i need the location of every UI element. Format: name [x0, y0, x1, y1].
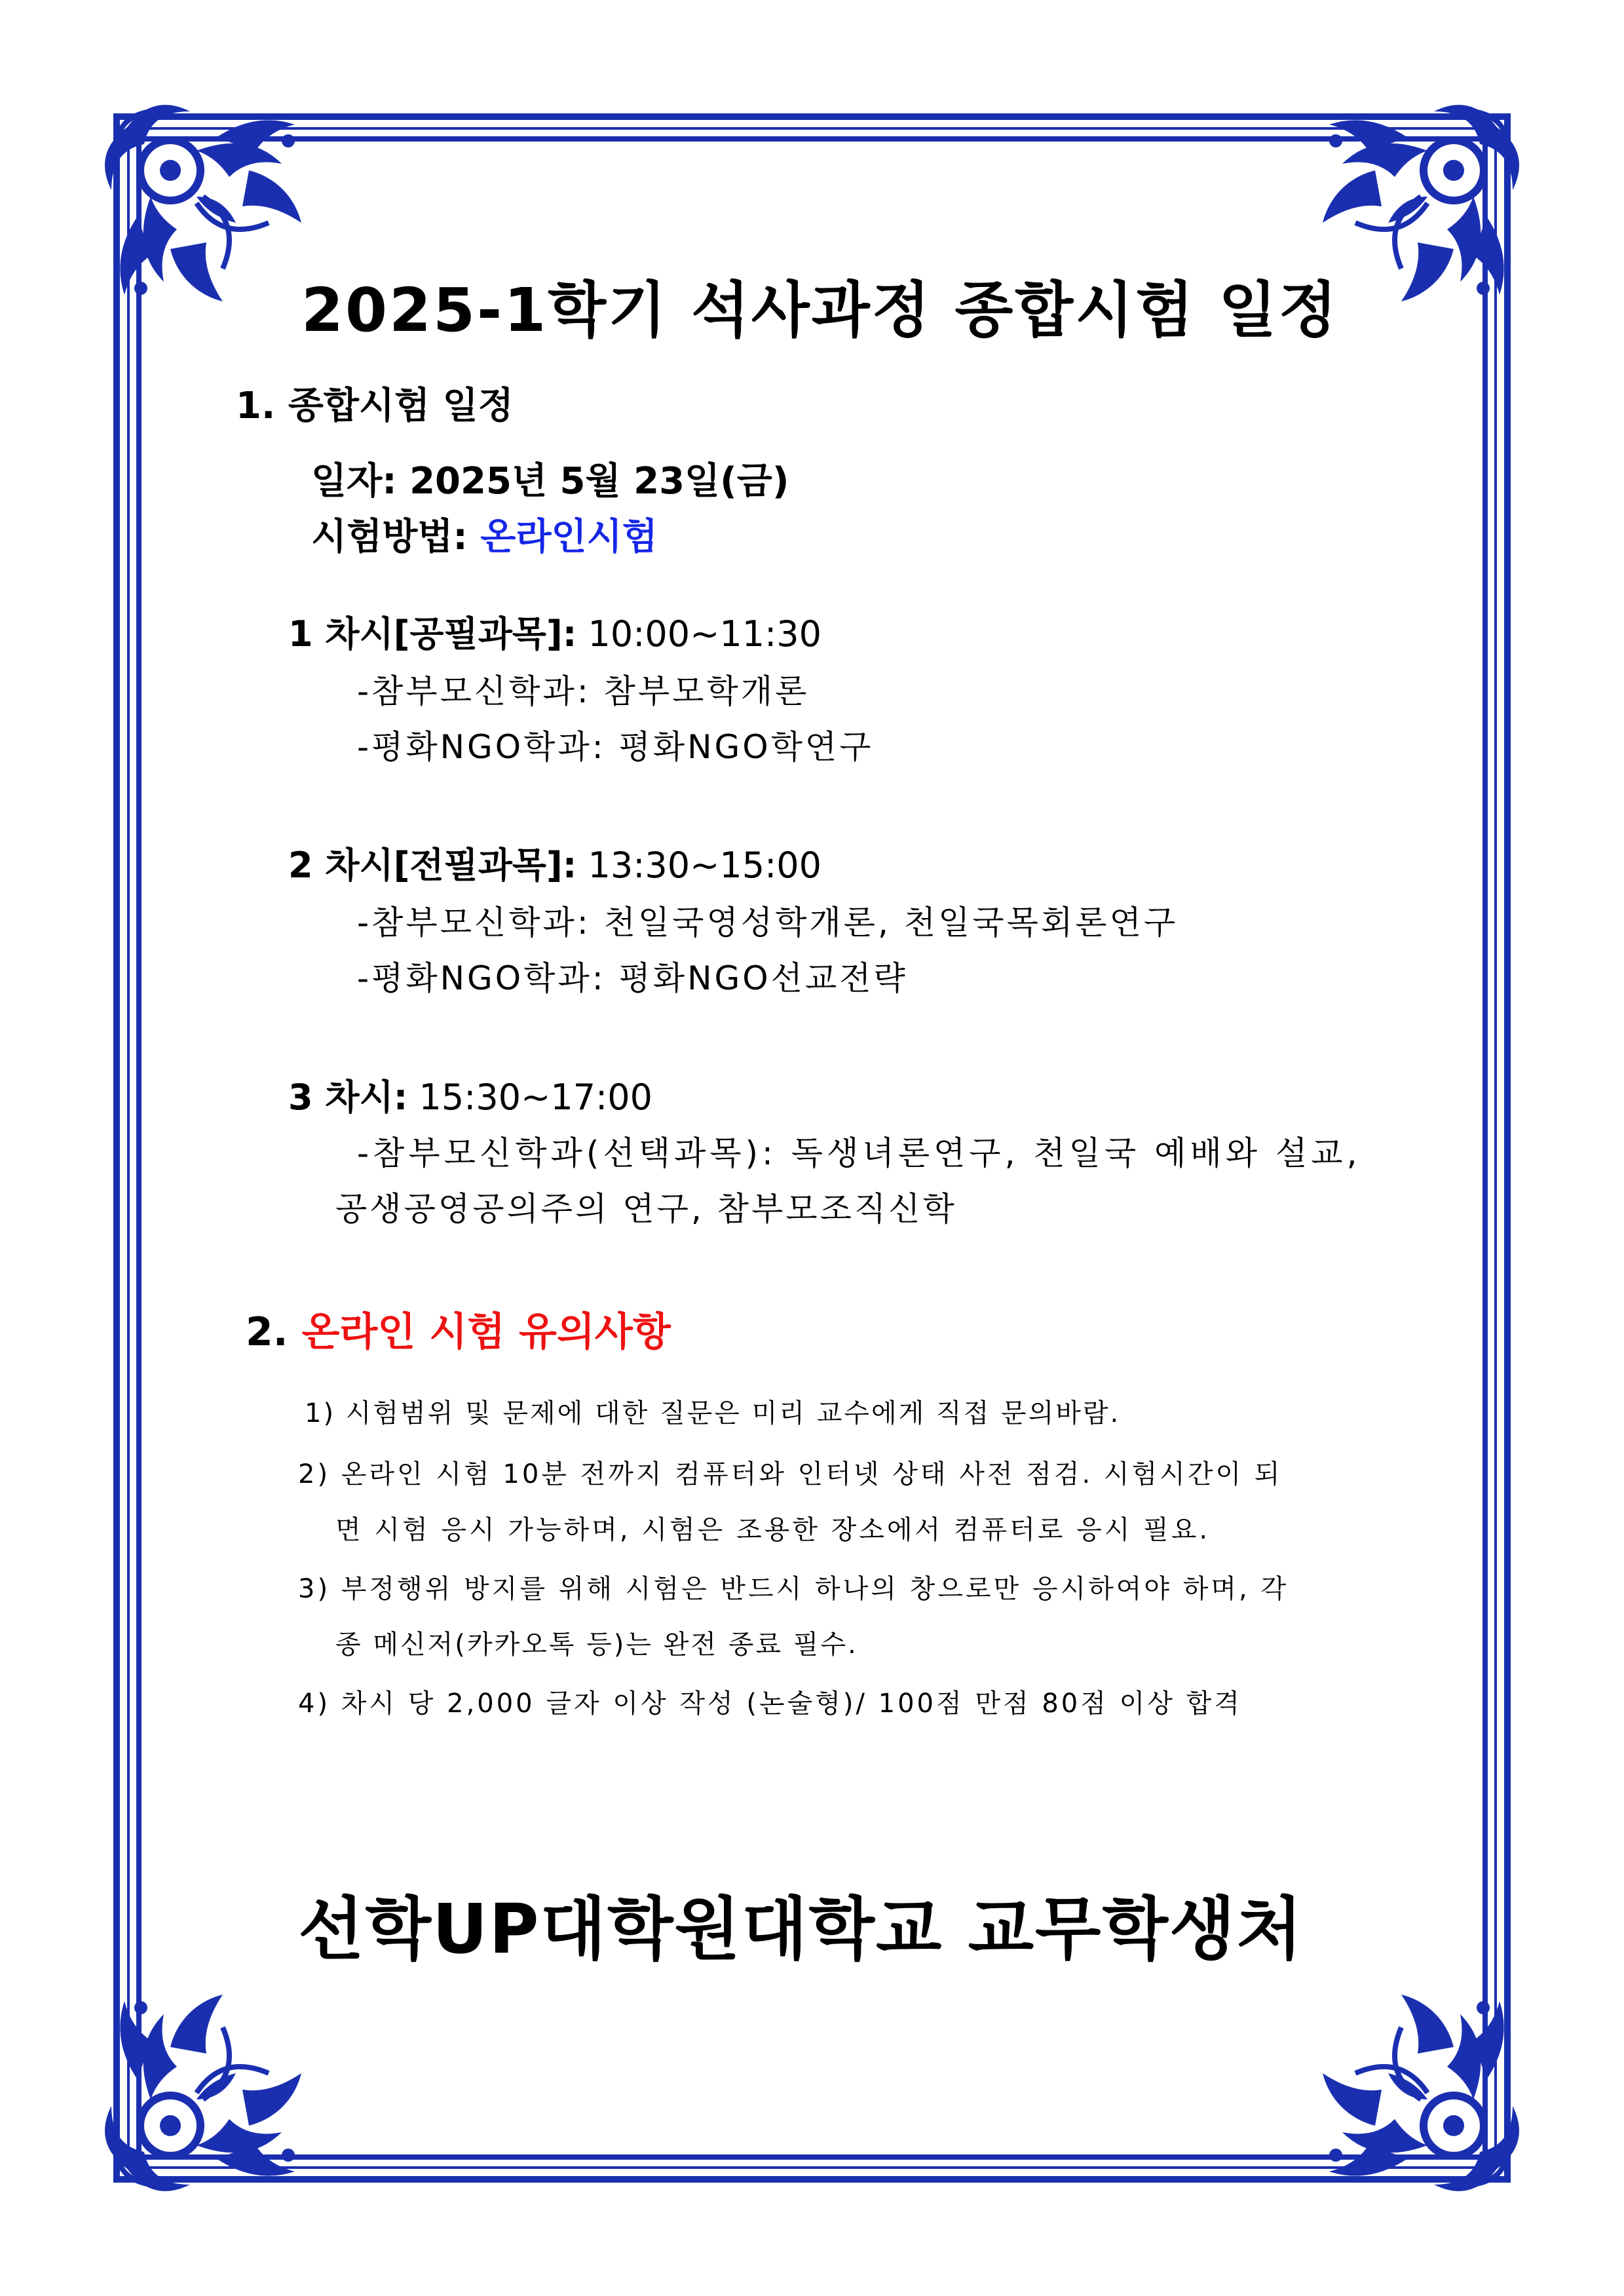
- page-title: 2025-1학기 석사과정 종합시험 일정: [301, 275, 1339, 345]
- session-1-detail-1: -참부모신학과: 참부모학개론: [357, 672, 810, 710]
- exam-date-value: 2025년 5월 23일(금): [409, 460, 789, 503]
- note-2-line-2: 면 시험 응시 가능하며, 시험은 조용한 장소에서 컴퓨터로 응시 필요.: [335, 1515, 1211, 1545]
- session-2: [288, 837, 821, 888]
- section1-heading: 1. 종합시험 일정: [236, 385, 514, 427]
- session-3-label: 3 차시:: [288, 1077, 408, 1118]
- session-2-detail-1: -참부모신학과: 천일국영성학개론, 천일국목회론연구: [357, 904, 1179, 942]
- note-4: 4) 차시 당 2,000 글자 이상 작성 (논술형)/ 100점 만점 80점 이상 합격: [298, 1689, 1242, 1719]
- session-1-time: 10:00~11:30: [588, 613, 821, 655]
- section2-heading: [246, 1301, 671, 1357]
- session-2-time: 13:30~15:00: [588, 845, 821, 886]
- session-1: [288, 606, 821, 657]
- session-3-detail-1: -참부모신학과(선택과목): 독생녀론연구, 천일국 예배와 설교,: [357, 1134, 1361, 1172]
- session-1-label: 1 차시[공필과목]:: [288, 613, 577, 655]
- exam-method-label: 시험방법:: [311, 516, 468, 558]
- session-3-time: 15:30~17:00: [419, 1077, 652, 1118]
- session-2-label: 2 차시[전필과목]:: [288, 845, 577, 886]
- exam-method-value: 온라인시험: [480, 516, 658, 558]
- issuer-office: 선학UP대학원대학교 교무학생처: [298, 1889, 1304, 1969]
- exam-method-line: [311, 508, 658, 560]
- exam-date-label: 일자:: [311, 460, 397, 503]
- session-3-detail-2: 공생공영공의주의 연구, 참부모조직신학: [335, 1190, 957, 1228]
- exam-date-line: [311, 452, 789, 505]
- session-2-detail-2: -평화NGO학과: 평화NGO선교전략: [357, 959, 908, 997]
- section2-heading-number: 2.: [246, 1309, 288, 1355]
- note-3-line-1: 3) 부정행위 방지를 위해 시험은 반드시 하나의 창으로만 응시하여야 하며, 각: [298, 1574, 1289, 1604]
- note-2-line-1: 2) 온라인 시험 10분 전까지 컴퓨터와 인터넷 상태 사전 점검. 시험시간이 되: [298, 1459, 1283, 1489]
- session-3: [288, 1069, 652, 1120]
- session-1-detail-2: -평화NGO학과: 평화NGO학연구: [357, 728, 874, 766]
- section2-heading-text: 온라인 시험 유의사항: [301, 1309, 671, 1355]
- note-1: 1) 시험범위 및 문제에 대한 질문은 미리 교수에게 직접 문의바람.: [305, 1398, 1121, 1428]
- note-3-line-2: 종 메신저(카카오톡 등)는 완전 종료 필수.: [335, 1630, 858, 1660]
